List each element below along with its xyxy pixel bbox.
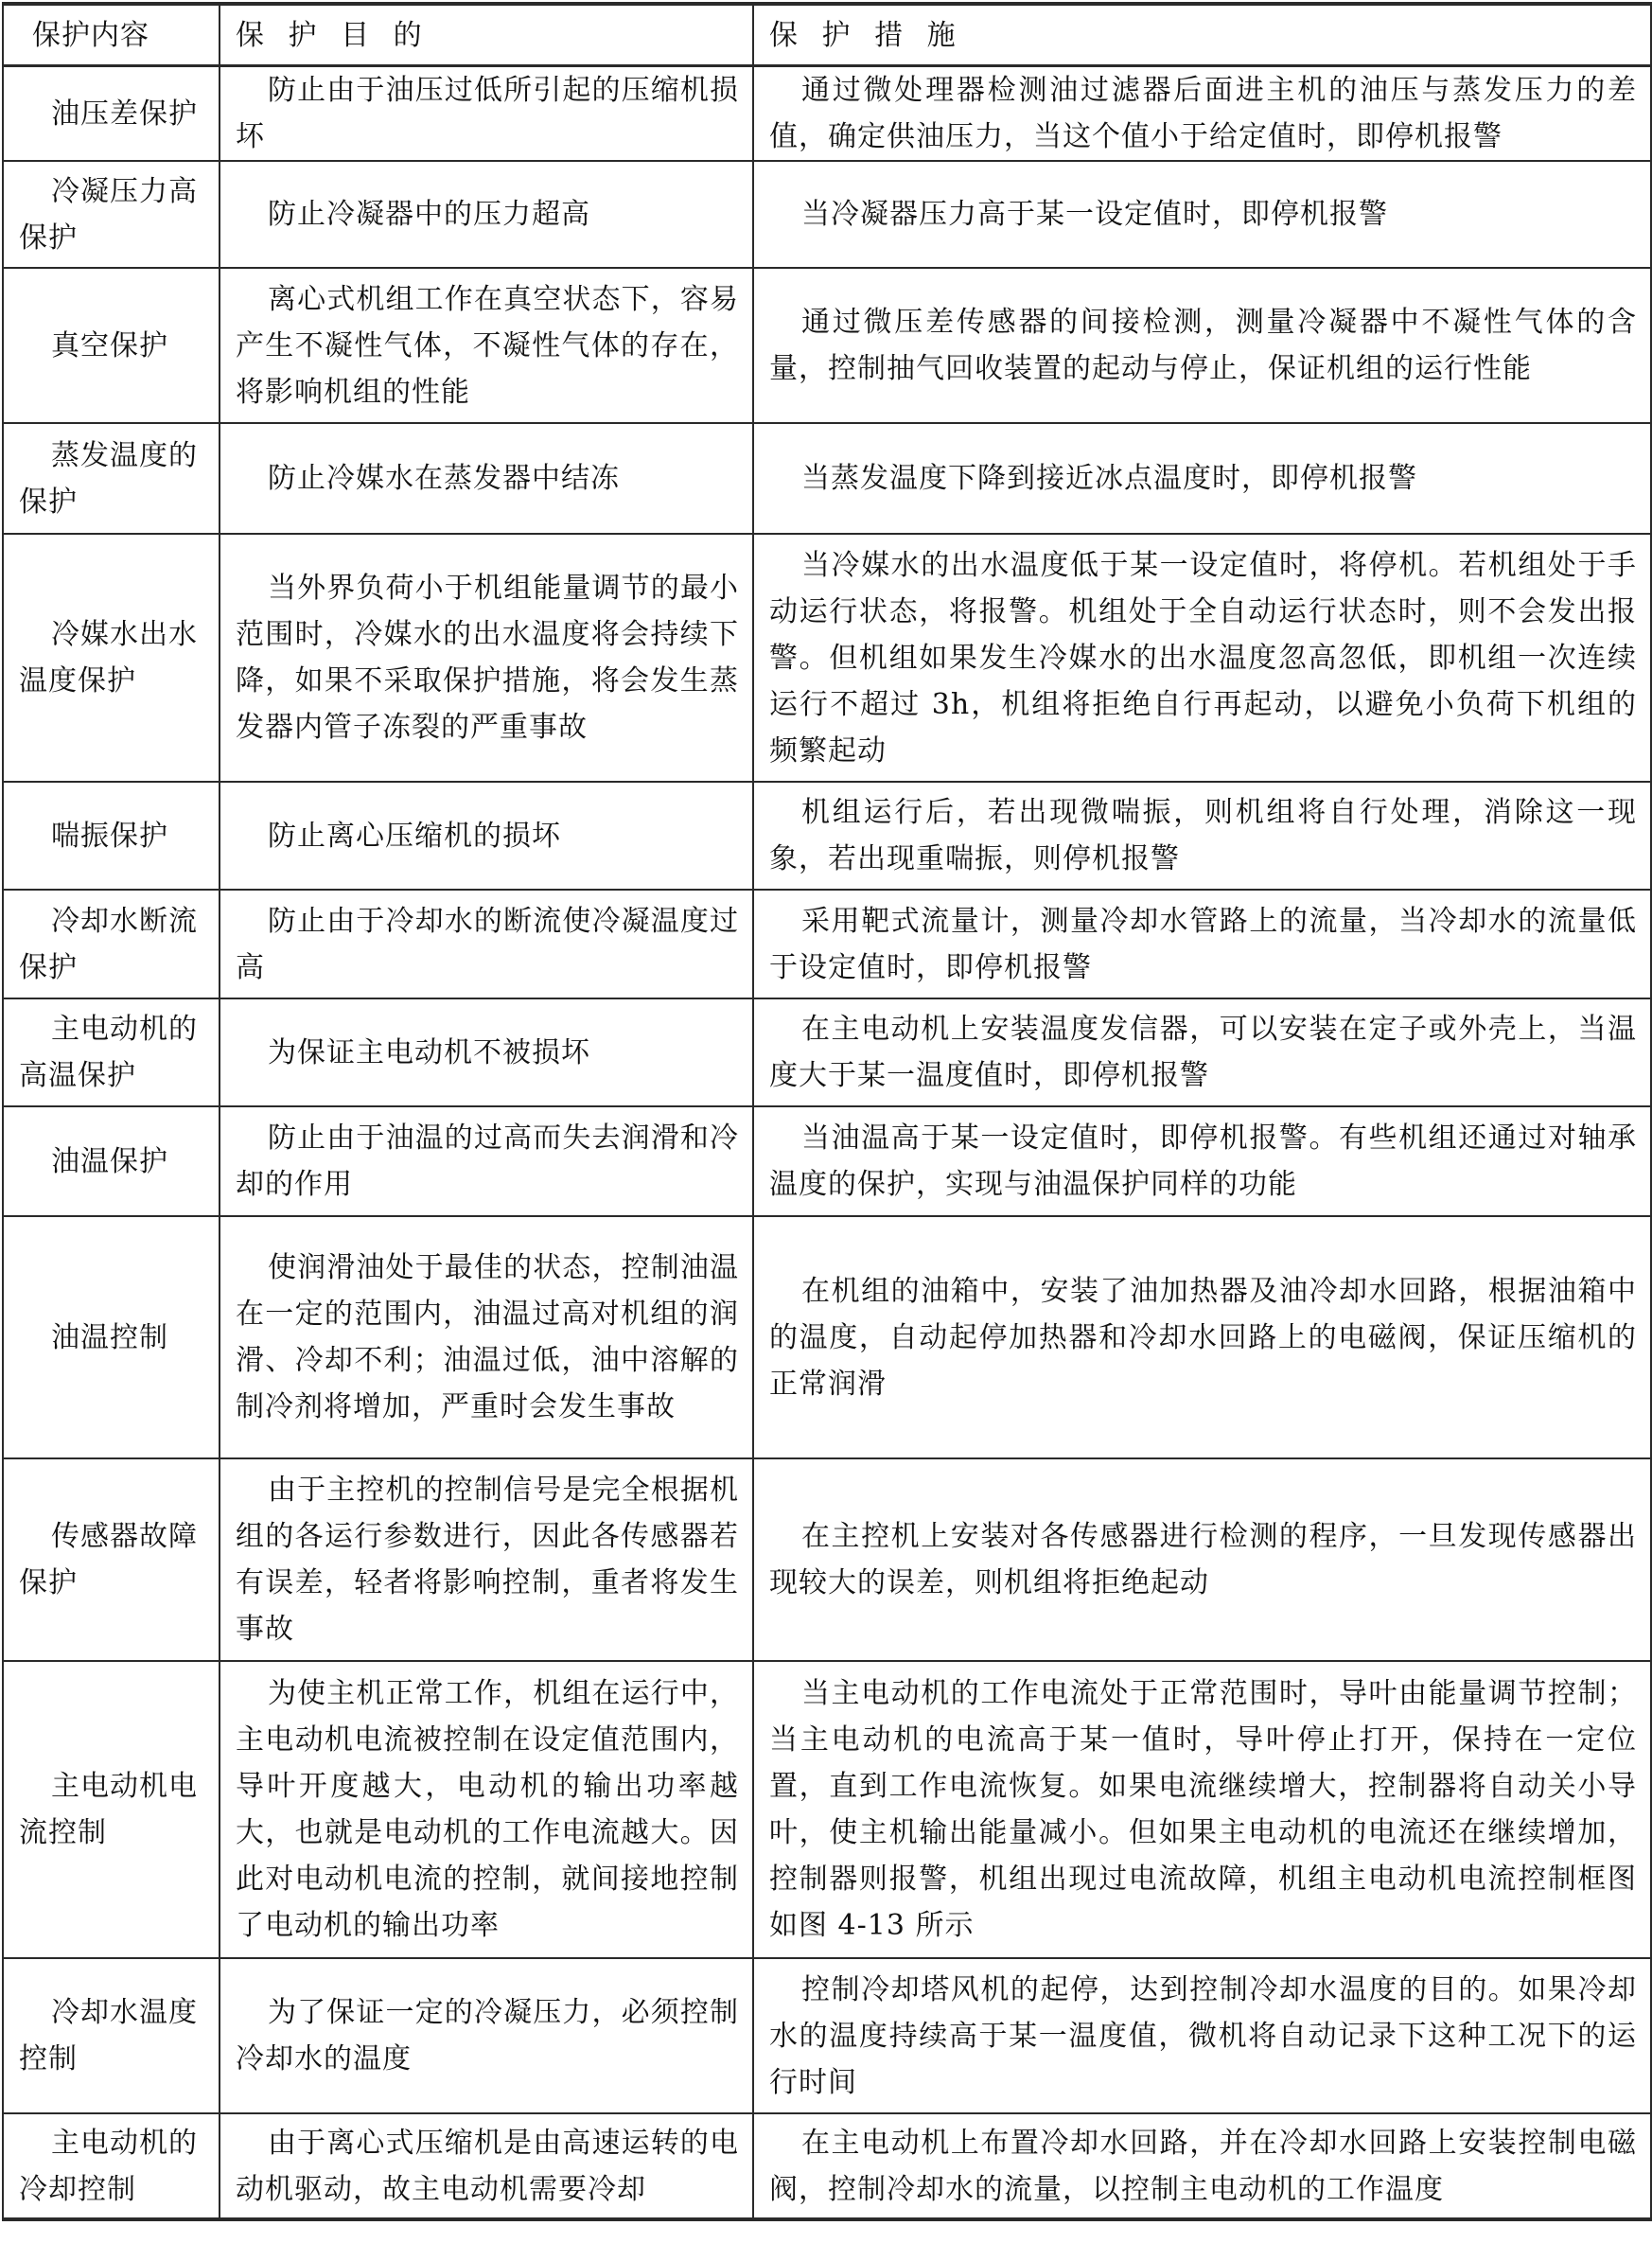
row-purpose: 防止冷凝器中的压力超高 bbox=[220, 161, 753, 268]
header-protection-item: 保护内容 bbox=[3, 4, 220, 66]
row-item-name: 蒸发温度的保护 bbox=[3, 423, 220, 534]
row-measure: 机组运行后，若出现微喘振，则机组将自行处理，消除这一现象，若出现重喘振，则停机报警 bbox=[753, 782, 1651, 890]
row-purpose: 防止离心压缩机的损坏 bbox=[220, 782, 753, 890]
row-item-name: 真空保护 bbox=[3, 268, 220, 423]
row-purpose: 防止冷媒水在蒸发器中结冻 bbox=[220, 423, 753, 534]
table-row bbox=[3, 2113, 1651, 2219]
table-row bbox=[3, 782, 1651, 890]
row-purpose: 离心式机组工作在真空状态下，容易产生不凝性气体，不凝性气体的存在，将影响机组的性能 bbox=[220, 268, 753, 423]
header-protection-measure: 保 护 措 施 bbox=[753, 4, 1651, 66]
row-item-name: 传感器故障保护 bbox=[3, 1458, 220, 1661]
table-row bbox=[3, 998, 1651, 1106]
row-item-name: 喘振保护 bbox=[3, 782, 220, 890]
row-measure: 控制冷却塔风机的起停，达到控制冷却水温度的目的。如果冷却水的温度持续高于某一温度值，微机将自动记录下这种工况下的运行时间 bbox=[753, 1958, 1651, 2113]
row-measure: 当冷媒水的出水温度低于某一设定值时，将停机。若机组处于手动运行状态，将报警。机组处于全自动运行状态时，则不会发出报警。但机组如果发生冷媒水的出水温度忽高忽低，即机组一次连续运行不超过 3h，机组将拒绝自行再起动，以避免小负荷下机组的频繁起动 bbox=[753, 534, 1651, 782]
row-item-name: 冷媒水出水温度保护 bbox=[3, 534, 220, 782]
row-measure: 通过微处理器检测油过滤器后面进主机的油压与蒸发压力的差值，确定供油压力，当这个值小于给定值时，即停机报警 bbox=[753, 66, 1651, 162]
table-row bbox=[3, 1106, 1651, 1216]
row-purpose: 当外界负荷小于机组能量调节的最小范围时，冷媒水的出水温度将会持续下降，如果不采取保护措施，将会发生蒸发器内管子冻裂的严重事故 bbox=[220, 534, 753, 782]
table-row bbox=[3, 1458, 1651, 1661]
row-measure: 采用靶式流量计，测量冷却水管路上的流量，当冷却水的流量低于设定值时，即停机报警 bbox=[753, 890, 1651, 998]
row-item-name: 油压差保护 bbox=[3, 66, 220, 162]
row-item-name: 冷却水温度控制 bbox=[3, 1958, 220, 2113]
row-measure: 在主电动机上布置冷却水回路，并在冷却水回路上安装控制电磁阀，控制冷却水的流量，以控制主电动机的工作温度 bbox=[753, 2113, 1651, 2219]
row-purpose: 为了保证一定的冷凝压力，必须控制冷却水的温度 bbox=[220, 1958, 753, 2113]
table-row bbox=[3, 890, 1651, 998]
row-item-name: 主电动机的高温保护 bbox=[3, 998, 220, 1106]
table-row bbox=[3, 66, 1651, 162]
table-row bbox=[3, 423, 1651, 534]
table-row bbox=[3, 1216, 1651, 1458]
table-header bbox=[3, 4, 1651, 66]
table-row bbox=[3, 534, 1651, 782]
table-row bbox=[3, 268, 1651, 423]
table-row bbox=[3, 1661, 1651, 1958]
header-protection-purpose: 保 护 目 的 bbox=[220, 4, 753, 66]
protection-table bbox=[2, 2, 1652, 2221]
row-purpose: 防止由于油压过低所引起的压缩机损坏 bbox=[220, 66, 753, 162]
row-item-name: 油温保护 bbox=[3, 1106, 220, 1216]
row-purpose: 防止由于冷却水的断流使冷凝温度过高 bbox=[220, 890, 753, 998]
row-measure: 当油温高于某一设定值时，即停机报警。有些机组还通过对轴承温度的保护，实现与油温保护同样的功能 bbox=[753, 1106, 1651, 1216]
row-measure: 在主控机上安装对各传感器进行检测的程序，一旦发现传感器出现较大的误差，则机组将拒绝起动 bbox=[753, 1458, 1651, 1661]
row-item-name: 冷却水断流保护 bbox=[3, 890, 220, 998]
row-measure: 通过微压差传感器的间接检测，测量冷凝器中不凝性气体的含量，控制抽气回收装置的起动与停止，保证机组的运行性能 bbox=[753, 268, 1651, 423]
table-body bbox=[3, 66, 1651, 2220]
row-measure: 当冷凝器压力高于某一设定值时，即停机报警 bbox=[753, 161, 1651, 268]
row-purpose: 为保证主电动机不被损坏 bbox=[220, 998, 753, 1106]
row-measure: 在机组的油箱中，安装了油加热器及油冷却水回路，根据油箱中的温度，自动起停加热器和冷却水回路上的电磁阀，保证压缩机的正常润滑 bbox=[753, 1216, 1651, 1458]
row-measure: 在主电动机上安装温度发信器，可以安装在定子或外壳上，当温度大于某一温度值时，即停机报警 bbox=[753, 998, 1651, 1106]
table-row bbox=[3, 161, 1651, 268]
row-purpose: 由于离心式压缩机是由高速运转的电动机驱动，故主电动机需要冷却 bbox=[220, 2113, 753, 2219]
row-purpose: 由于主控机的控制信号是完全根据机组的各运行参数进行，因此各传感器若有误差，轻者将影响控制，重者将发生事故 bbox=[220, 1458, 753, 1661]
row-item-name: 主电动机电流控制 bbox=[3, 1661, 220, 1958]
table-row bbox=[3, 1958, 1651, 2113]
row-purpose: 防止由于油温的过高而失去润滑和冷却的作用 bbox=[220, 1106, 753, 1216]
row-measure: 当蒸发温度下降到接近冰点温度时，即停机报警 bbox=[753, 423, 1651, 534]
row-item-name: 主电动机的冷却控制 bbox=[3, 2113, 220, 2219]
row-purpose: 为使主机正常工作，机组在运行中，主电动机电流被控制在设定值范围内，导叶开度越大，电动机的输出功率越大，也就是电动机的工作电流越大。因此对电动机电流的控制，就间接地控制了电动机的输出功率 bbox=[220, 1661, 753, 1958]
row-item-name: 油温控制 bbox=[3, 1216, 220, 1458]
row-purpose: 使润滑油处于最佳的状态，控制油温在一定的范围内，油温过高对机组的润滑、冷却不利；油温过低，油中溶解的制冷剂将增加，严重时会发生事故 bbox=[220, 1216, 753, 1458]
header-row bbox=[3, 4, 1651, 66]
row-item-name: 冷凝压力高保护 bbox=[3, 161, 220, 268]
row-measure: 当主电动机的工作电流处于正常范围时，导叶由能量调节控制；当主电动机的电流高于某一值时，导叶停止打开，保持在一定位置，直到工作电流恢复。如果电流继续增大，控制器将自动关小导叶，使主机输出能量减小。但如果主电动机的电流还在继续增加，控制器则报警，机组出现过电流故障，机组主电动机电流控制框图如图 4-13 所示 bbox=[753, 1661, 1651, 1958]
